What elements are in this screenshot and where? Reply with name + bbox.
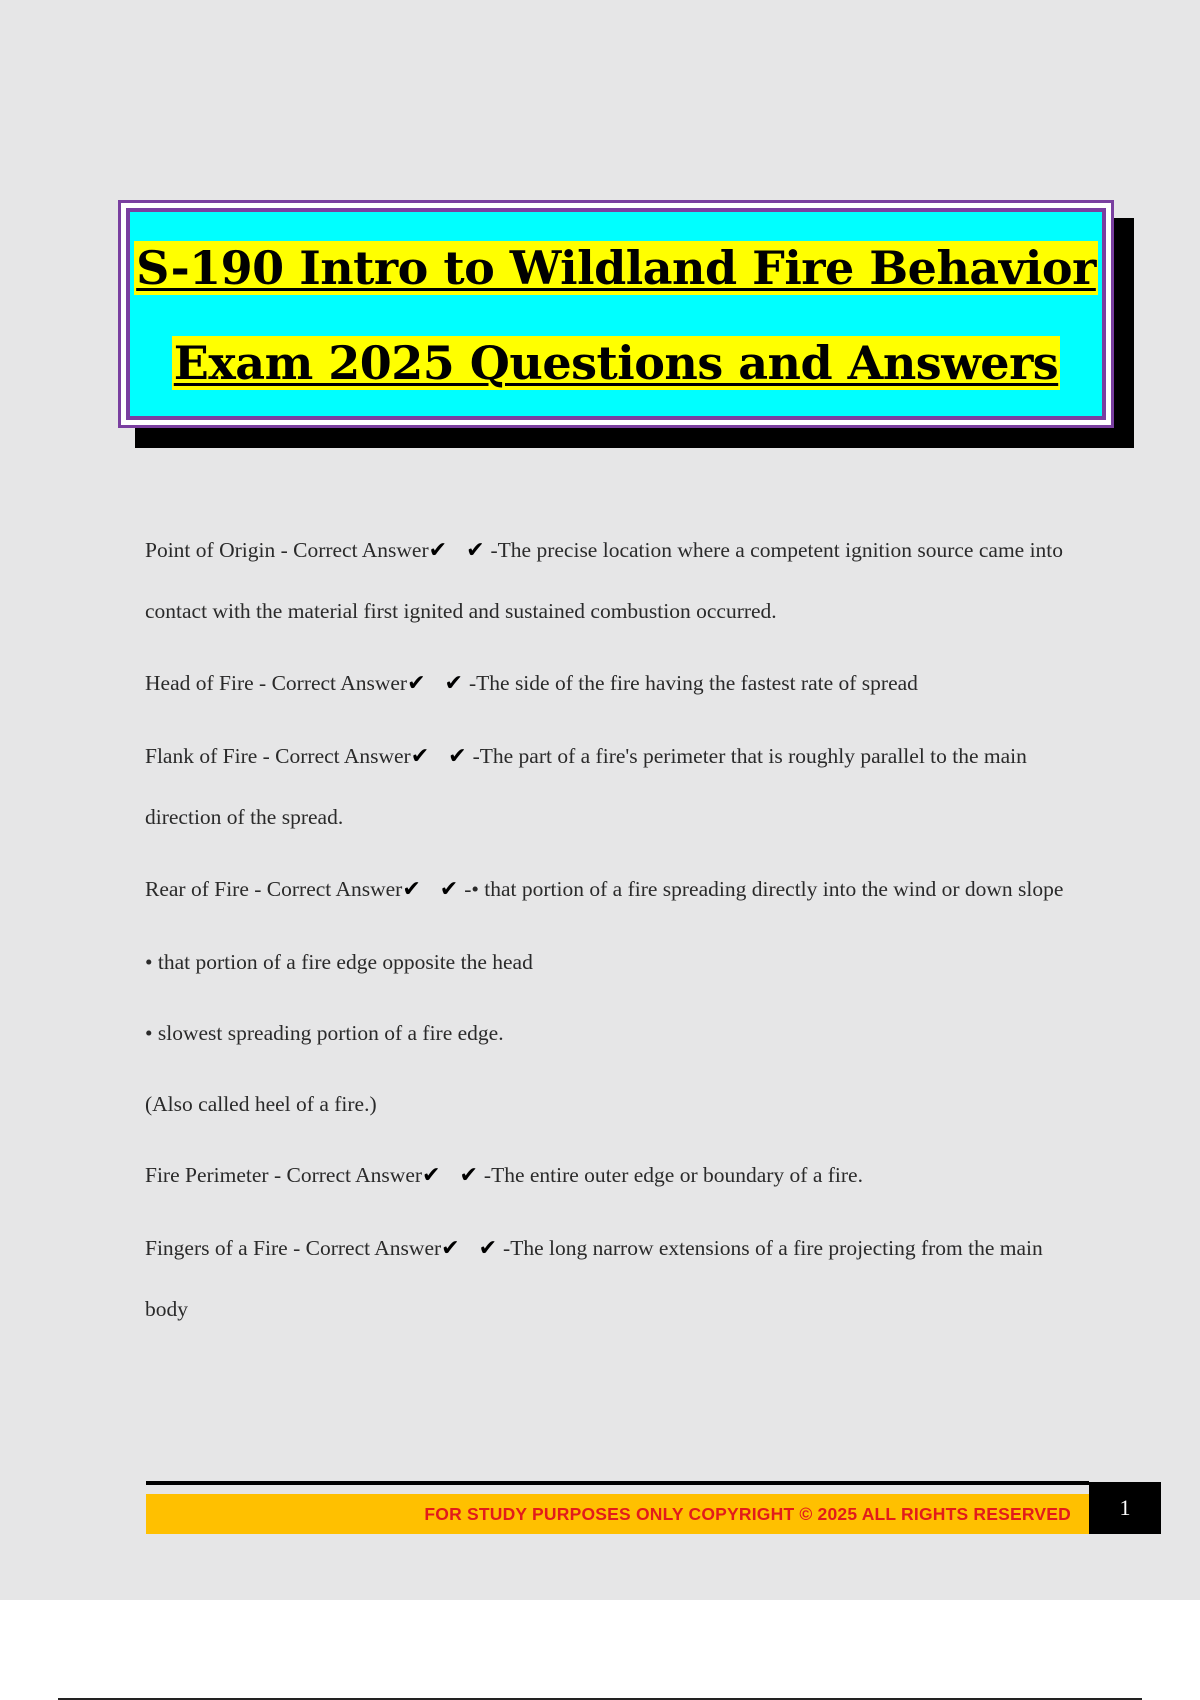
qa-entry [145, 859, 1090, 920]
checkmark-icon: ✔ ✔ [410, 744, 473, 769]
footer-rule [146, 1481, 1089, 1485]
page-title-line-2: Exam 2025 Questions and Answers [173, 335, 1059, 390]
qa-answer: -The entire outer edge or boundary of a fire. [483, 1163, 863, 1187]
qa-answer: -The side of the fire having the fastest rate of spread [468, 671, 918, 695]
page-title-line-1: S-190 Intro to Wildland Fire Behavior [136, 240, 1096, 295]
qa-entry [145, 726, 1090, 847]
title-box-inner [126, 208, 1106, 420]
copyright-notice: FOR STUDY PURPOSES ONLY COPYRIGHT © 2025 ALL RIGHTS RESERVED [424, 1504, 1071, 1524]
checkmark-icon: ✔ ✔ [422, 1163, 484, 1188]
qa-entry [145, 1145, 1090, 1206]
checkmark-icon: ✔ ✔ [402, 877, 465, 902]
qa-term: Flank of Fire - Correct Answer [145, 744, 411, 768]
qa-term: Fire Perimeter - Correct Answer [145, 1163, 423, 1187]
qa-term: Point of Origin - Correct Answer [145, 538, 429, 562]
qa-entry [145, 520, 1090, 641]
qa-answer: -The long narrow extensions of a fire projecting from the main body [145, 1236, 1043, 1321]
qa-entry [145, 653, 1090, 714]
qa-term: Fingers of a Fire - Correct Answer [145, 1236, 442, 1260]
checkmark-icon: ✔ ✔ [428, 538, 491, 563]
title-lines [130, 220, 1102, 410]
footer-band [146, 1494, 1089, 1534]
checkmark-icon: ✔ ✔ [407, 671, 469, 696]
page-number: 1 [1089, 1482, 1161, 1534]
rear-note: • that portion of a fire edge opposite the head [145, 950, 533, 974]
qa-answer: -The part of a fire's perimeter that is roughly parallel to the main direction of the spread. [145, 744, 1027, 829]
qa-term: Head of Fire - Correct Answer [145, 671, 408, 695]
qa-answer: -• that portion of a fire spreading directly into the wind or down slope [464, 877, 1064, 901]
qa-entry [145, 1218, 1090, 1339]
qa-answer: -The precise location where a competent ignition source came into contact with the material first ignited and sustained combustion occurred. [145, 538, 1064, 623]
qa-term: Rear of Fire - Correct Answer [145, 877, 403, 901]
title-box [118, 200, 1114, 428]
qa-content [145, 520, 1090, 1351]
rear-note: (Also called heel of a fire.) [145, 1092, 377, 1116]
checkmark-icon: ✔ ✔ [441, 1236, 504, 1261]
rear-note: • slowest spreading portion of a fire edge. [145, 1021, 504, 1045]
